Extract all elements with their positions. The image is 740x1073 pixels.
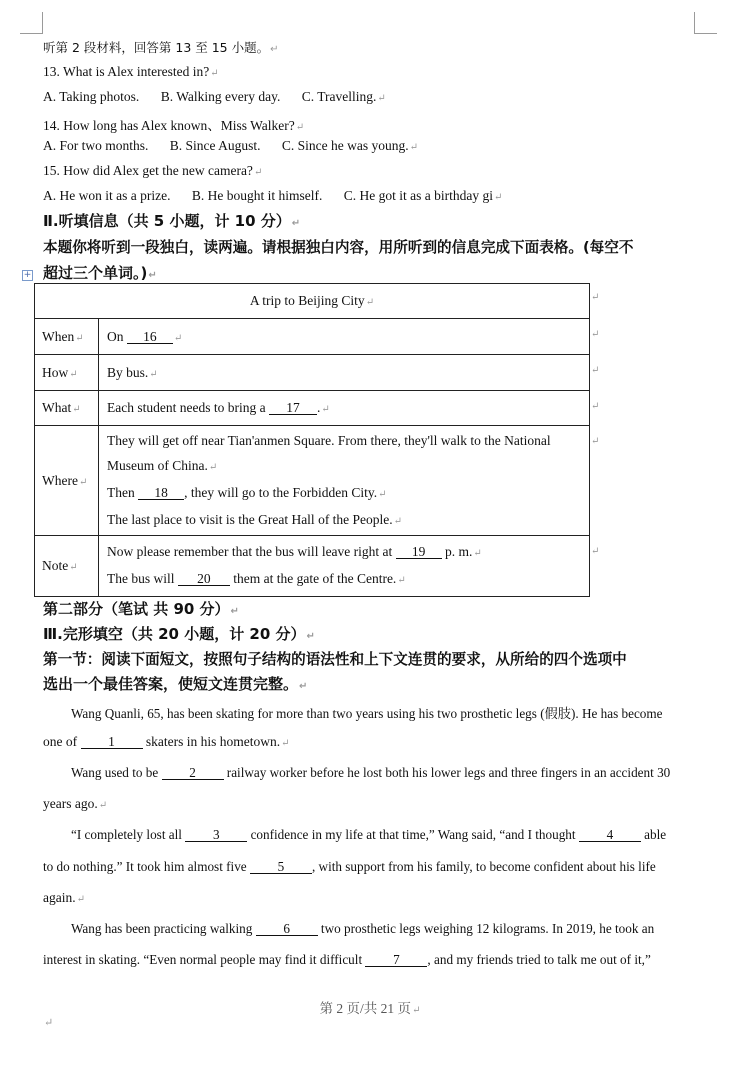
row-label-where: Where↵: [35, 426, 99, 536]
blank-19[interactable]: 19: [396, 545, 442, 559]
passage-line: interest in skating. “Even normal people may find it difficult 7 , and my friends tried to talk me out of it,”: [43, 952, 651, 967]
passage-line: “I completely lost all 3 confidence in my life at that time,” Wang said, “and I thought 4 able: [71, 827, 667, 842]
question-14: 14. How long has Alex known、Miss Walker?↵: [43, 118, 305, 133]
section3-instruction-line2: 选出一个最佳答案，使短文连贯完整。↵: [43, 675, 308, 693]
blank-4[interactable]: 4: [579, 828, 641, 842]
where-line-1: They will get off near Tian'anmen Square. From there, they'll walk to the National: [107, 432, 551, 448]
row-end-mark: ↵: [591, 546, 600, 557]
passage-line: years ago.↵: [43, 796, 108, 811]
option-13c: C. Travelling.: [301, 89, 377, 104]
where-line-4: The last place to visit is the Great Hall of the People.↵: [107, 511, 403, 527]
table-move-handle-icon[interactable]: +: [23, 270, 32, 280]
passage-line: to do nothing.” It took him almost five 5 , with support from his family, to become confident about his life: [43, 859, 656, 874]
option-14c: C. Since he was young.: [281, 138, 409, 153]
passage-line: Wang Quanli, 65, has been skating for more than two years using his two prosthetic legs (假肢). He has become: [71, 706, 663, 721]
question-15-options: A. He won it as a prize. B. He bought it himself. C. He got it as a birthday gi↵: [43, 188, 503, 203]
option-13b: B. Walking every day.: [160, 89, 281, 104]
table-row: [35, 355, 590, 391]
part2-title: 第二部分（笔试 共 90 分）↵: [43, 600, 239, 618]
crop-mark-top-left-h: [20, 33, 42, 34]
where-line-2: Museum of China.↵: [107, 457, 218, 473]
blank-16[interactable]: 16: [127, 330, 173, 344]
table-title: A trip to Beijing City↵: [35, 284, 590, 319]
option-14a: A. For two months.: [43, 138, 149, 153]
option-15b: B. He bought it himself.: [191, 188, 323, 203]
row-end-mark: ↵: [591, 329, 600, 340]
table-row: [35, 536, 590, 597]
crop-mark-top-right-h: [695, 33, 717, 34]
table-row: [35, 426, 590, 536]
option-14b: B. Since August.: [169, 138, 261, 153]
row-end-mark: ↵: [591, 292, 600, 303]
row-end-mark: ↵: [591, 436, 600, 447]
section2-instruction-line2: 超过三个单词。)↵: [43, 264, 157, 282]
question-15: 15. How did Alex get the new camera?↵: [43, 163, 263, 178]
question-13: 13. What is Alex interested in?↵: [43, 64, 219, 79]
row-end-mark: ↵: [591, 365, 600, 376]
blank-1[interactable]: 1: [81, 735, 143, 749]
option-13a: A. Taking photos.: [43, 89, 140, 104]
passage-line: one of 1 skaters in his hometown.↵: [43, 734, 290, 749]
row-label-what: What↵: [35, 391, 99, 426]
page-footer: 第 2 页/共 21 页↵: [319, 1001, 421, 1016]
blank-7[interactable]: 7: [365, 953, 427, 967]
paragraph-mark: ↵: [44, 1017, 54, 1029]
blank-18[interactable]: 18: [138, 486, 184, 500]
blank-5[interactable]: 5: [250, 860, 312, 874]
section2-instruction-line1: 本题你将听到一段独白，读两遍。请根据独白内容，用所听到的信息完成下面表格。(每空不: [43, 239, 634, 256]
row-label-how: How↵: [35, 355, 99, 391]
row-value-how: By bus.↵: [99, 355, 590, 391]
blank-20[interactable]: 20: [178, 572, 230, 586]
row-label-note: Note↵: [35, 536, 99, 597]
crop-mark-top-right: [694, 12, 695, 34]
passage-line: Wang has been practicing walking 6 two prosthetic legs weighing 12 kilograms. In 2019, he took an: [71, 921, 655, 936]
blank-17[interactable]: 17: [269, 401, 317, 415]
table-row: [35, 391, 590, 426]
row-value-where: [99, 426, 590, 536]
question-13-options: A. Taking photos. B. Walking every day. C. Travelling.↵: [43, 89, 386, 104]
section3-instruction-line1: 第一节：阅读下面短文，按照句子结构的语法性和上下文连贯的要求，从所给的四个选项中: [43, 651, 627, 668]
passage-line: Wang used to be 2 railway worker before he lost both his lower legs and three fingers in an accident 30: [71, 765, 671, 780]
table-row: [35, 319, 590, 355]
crop-mark-top-left: [42, 12, 43, 34]
row-value-note: [99, 536, 590, 597]
blank-3[interactable]: 3: [185, 828, 247, 842]
note-line-2: The bus will 20 them at the gate of the Centre.↵: [107, 571, 406, 586]
part2-intro: 听第 2 段材料，回答第 13 至 15 小题。↵: [43, 40, 279, 55]
note-line-1: Now please remember that the bus will leave right at 19 p. m.↵: [107, 544, 482, 559]
blank-6[interactable]: 6: [256, 922, 318, 936]
row-end-mark: ↵: [591, 401, 600, 412]
where-line-3: Then 18 , they will go to the Forbidden City.↵: [107, 484, 387, 500]
trip-info-table: [34, 283, 590, 597]
row-label-when: When↵: [35, 319, 99, 355]
option-15a: A. He won it as a prize.: [43, 188, 171, 203]
section3-title: Ⅲ.完形填空（共 20 小题，计 20 分）↵: [43, 625, 315, 643]
question-14-options: A. For two months. B. Since August. C. Since he was young.↵: [43, 138, 419, 153]
passage-line: again.↵: [43, 890, 86, 905]
option-15c: C. He got it as a birthday gi: [343, 188, 493, 203]
row-value-when: On 16 ↵: [99, 319, 590, 355]
blank-2[interactable]: 2: [162, 766, 224, 780]
section2-title: Ⅱ.听填信息（共 5 小题，计 10 分）↵: [43, 212, 301, 230]
row-value-what: Each student needs to bring a 17 .↵: [99, 391, 590, 426]
